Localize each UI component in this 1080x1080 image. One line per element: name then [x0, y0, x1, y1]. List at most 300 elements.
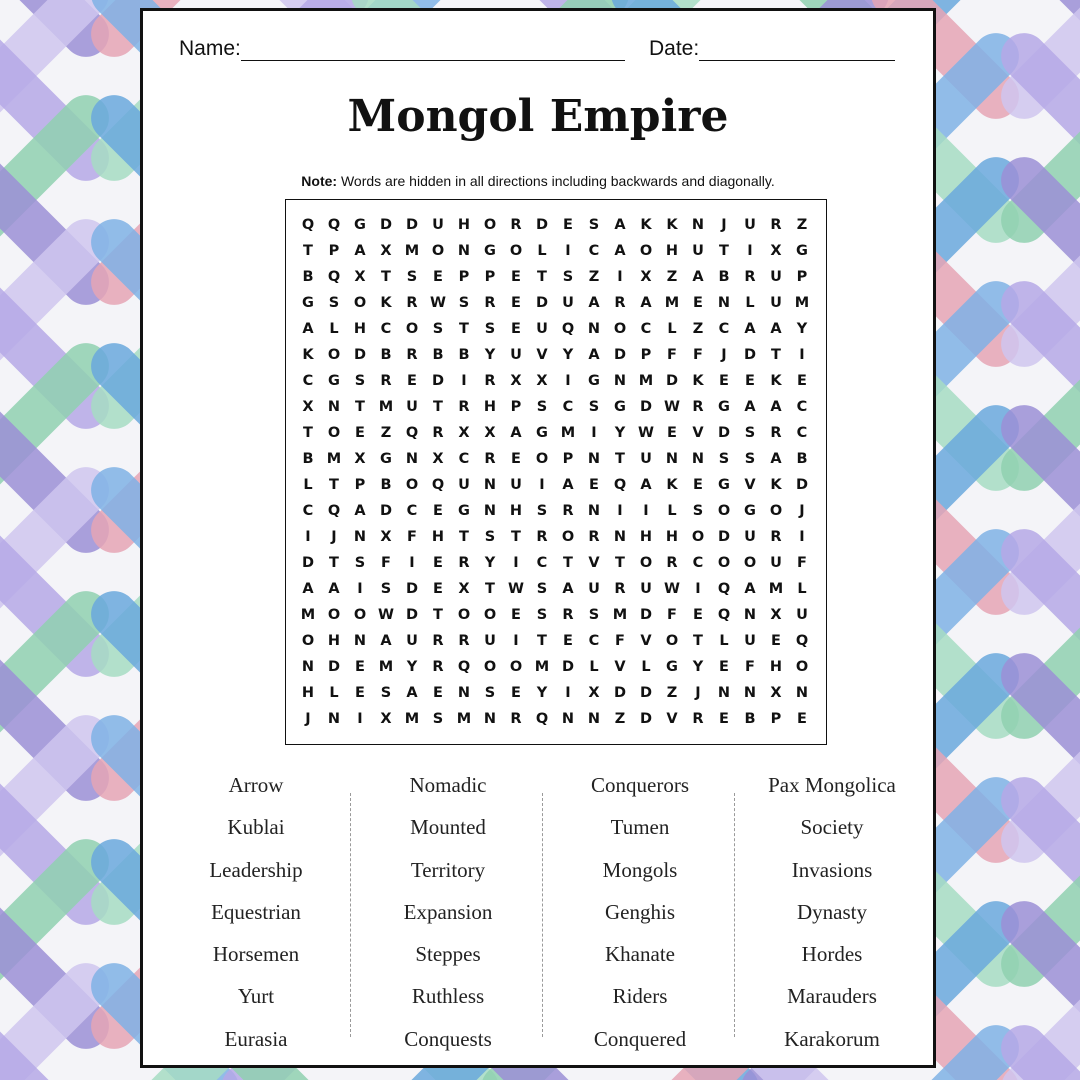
grid-letter[interactable]: E: [433, 503, 443, 519]
grid-letter[interactable]: E: [719, 711, 729, 727]
grid-letter[interactable]: R: [432, 633, 444, 649]
grid-letter[interactable]: M: [456, 711, 472, 727]
grid-letter[interactable]: I: [617, 503, 623, 519]
grid-letter[interactable]: M: [326, 451, 342, 467]
grid-letter[interactable]: O: [795, 659, 809, 675]
grid-letter[interactable]: D: [535, 217, 549, 233]
grid-letter[interactable]: B: [380, 347, 392, 363]
grid-letter[interactable]: D: [327, 659, 341, 675]
grid-letter[interactable]: U: [588, 581, 600, 597]
grid-letter[interactable]: R: [484, 451, 496, 467]
grid-letter[interactable]: E: [693, 295, 703, 311]
grid-letter[interactable]: O: [535, 451, 549, 467]
grid-letter[interactable]: N: [457, 243, 471, 259]
grid-letter[interactable]: O: [353, 607, 367, 623]
grid-letter[interactable]: Y: [484, 555, 496, 571]
grid-letter[interactable]: A: [354, 503, 366, 519]
grid-letter[interactable]: K: [380, 295, 392, 311]
grid-letter[interactable]: B: [718, 269, 730, 285]
grid-letter[interactable]: X: [458, 425, 470, 441]
grid-letter[interactable]: F: [693, 347, 703, 363]
grid-letter[interactable]: F: [407, 529, 417, 545]
grid-letter[interactable]: I: [799, 529, 805, 545]
grid-letter[interactable]: O: [613, 321, 627, 337]
grid-letter[interactable]: G: [458, 503, 470, 519]
grid-letter[interactable]: G: [744, 503, 756, 519]
grid-letter[interactable]: M: [768, 581, 784, 597]
grid-letter[interactable]: X: [354, 269, 366, 285]
grid-letter[interactable]: R: [536, 529, 548, 545]
grid-letter[interactable]: N: [405, 451, 419, 467]
grid-letter[interactable]: A: [406, 685, 418, 701]
grid-letter[interactable]: N: [613, 373, 627, 389]
grid-letter[interactable]: H: [431, 529, 445, 545]
grid-letter[interactable]: T: [459, 529, 469, 545]
grid-letter[interactable]: Q: [535, 711, 549, 727]
grid-letter[interactable]: D: [639, 607, 653, 623]
grid-letter[interactable]: A: [614, 243, 626, 259]
grid-letter[interactable]: P: [354, 477, 366, 493]
grid-letter[interactable]: D: [665, 373, 679, 389]
grid-letter[interactable]: R: [666, 555, 678, 571]
grid-letter[interactable]: R: [484, 295, 496, 311]
grid-letter[interactable]: R: [692, 711, 704, 727]
grid-letter[interactable]: R: [510, 217, 522, 233]
grid-letter[interactable]: E: [433, 269, 443, 285]
grid-letter[interactable]: R: [484, 373, 496, 389]
grid-letter[interactable]: I: [357, 711, 363, 727]
grid-letter[interactable]: C: [536, 555, 548, 571]
grid-letter[interactable]: J: [695, 685, 701, 701]
grid-letter[interactable]: U: [770, 269, 782, 285]
grid-letter[interactable]: P: [770, 711, 782, 727]
grid-letter[interactable]: A: [770, 451, 782, 467]
grid-letter[interactable]: O: [743, 555, 757, 571]
grid-letter[interactable]: G: [614, 399, 626, 415]
grid-letter[interactable]: Q: [717, 607, 731, 623]
grid-letter[interactable]: H: [457, 217, 471, 233]
grid-letter[interactable]: D: [717, 425, 731, 441]
grid-letter[interactable]: B: [432, 347, 444, 363]
grid-letter[interactable]: H: [665, 529, 679, 545]
grid-letter[interactable]: E: [693, 477, 703, 493]
grid-letter[interactable]: B: [458, 347, 470, 363]
grid-letter[interactable]: S: [744, 425, 756, 441]
grid-letter[interactable]: A: [562, 477, 574, 493]
grid-letter[interactable]: R: [380, 373, 392, 389]
grid-letter[interactable]: O: [769, 503, 783, 519]
grid-letter[interactable]: I: [799, 347, 805, 363]
grid-letter[interactable]: O: [431, 243, 445, 259]
grid-letter[interactable]: I: [461, 373, 467, 389]
grid-letter[interactable]: U: [562, 295, 574, 311]
grid-letter[interactable]: O: [405, 477, 419, 493]
grid-letter[interactable]: P: [640, 347, 652, 363]
grid-letter[interactable]: R: [744, 269, 756, 285]
grid-letter[interactable]: T: [537, 269, 547, 285]
grid-letter[interactable]: M: [378, 399, 394, 415]
grid-letter[interactable]: S: [380, 581, 392, 597]
grid-letter[interactable]: H: [665, 243, 679, 259]
name-field[interactable]: [179, 37, 625, 61]
grid-letter[interactable]: N: [587, 711, 601, 727]
grid-letter[interactable]: R: [458, 633, 470, 649]
grid-letter[interactable]: T: [433, 399, 443, 415]
grid-letter[interactable]: I: [591, 425, 597, 441]
grid-letter[interactable]: U: [484, 633, 496, 649]
grid-letter[interactable]: E: [563, 217, 573, 233]
grid-letter[interactable]: F: [745, 659, 755, 675]
grid-letter[interactable]: S: [588, 217, 600, 233]
grid-letter[interactable]: Y: [796, 321, 808, 337]
grid-letter[interactable]: M: [300, 607, 316, 623]
grid-letter[interactable]: O: [483, 607, 497, 623]
grid-letter[interactable]: O: [405, 321, 419, 337]
grid-letter[interactable]: O: [327, 347, 341, 363]
grid-letter[interactable]: Q: [613, 477, 627, 493]
grid-letter[interactable]: A: [614, 217, 626, 233]
grid-letter[interactable]: U: [536, 321, 548, 337]
date-field[interactable]: [649, 37, 895, 61]
grid-letter[interactable]: X: [380, 243, 392, 259]
grid-letter[interactable]: Q: [327, 503, 341, 519]
grid-letter[interactable]: S: [328, 295, 340, 311]
grid-letter[interactable]: X: [302, 399, 314, 415]
grid-letter[interactable]: O: [691, 529, 705, 545]
grid-letter[interactable]: B: [302, 451, 314, 467]
grid-letter[interactable]: A: [744, 399, 756, 415]
grid-letter[interactable]: R: [406, 347, 418, 363]
grid-letter[interactable]: D: [561, 659, 575, 675]
grid-letter[interactable]: B: [744, 711, 756, 727]
grid-letter[interactable]: D: [379, 217, 393, 233]
grid-letter[interactable]: O: [639, 555, 653, 571]
grid-letter[interactable]: I: [357, 581, 363, 597]
grid-letter[interactable]: L: [745, 295, 755, 311]
grid-letter[interactable]: S: [536, 503, 548, 519]
grid-letter[interactable]: N: [665, 451, 679, 467]
grid-letter[interactable]: S: [536, 581, 548, 597]
grid-letter[interactable]: Z: [666, 685, 678, 701]
grid-letter[interactable]: T: [537, 633, 547, 649]
grid-letter[interactable]: E: [693, 607, 703, 623]
grid-letter[interactable]: I: [617, 269, 623, 285]
grid-letter[interactable]: F: [667, 347, 677, 363]
grid-letter[interactable]: S: [718, 451, 730, 467]
grid-letter[interactable]: V: [666, 711, 678, 727]
grid-letter[interactable]: D: [379, 503, 393, 519]
grid-letter[interactable]: J: [799, 503, 805, 519]
grid-letter[interactable]: E: [407, 373, 417, 389]
grid-letter[interactable]: O: [509, 243, 523, 259]
grid-letter[interactable]: A: [328, 581, 340, 597]
grid-letter[interactable]: T: [329, 555, 339, 571]
grid-letter[interactable]: U: [510, 347, 522, 363]
grid-letter[interactable]: R: [770, 217, 782, 233]
grid-letter[interactable]: I: [643, 503, 649, 519]
grid-letter[interactable]: J: [331, 529, 337, 545]
grid-letter[interactable]: S: [432, 711, 444, 727]
grid-letter[interactable]: H: [353, 321, 367, 337]
grid-letter[interactable]: R: [770, 529, 782, 545]
grid-letter[interactable]: H: [769, 659, 783, 675]
grid-letter[interactable]: P: [796, 269, 808, 285]
grid-letter[interactable]: U: [692, 243, 704, 259]
grid-letter[interactable]: E: [563, 633, 573, 649]
grid-letter[interactable]: X: [380, 711, 392, 727]
grid-letter[interactable]: V: [588, 555, 600, 571]
grid-letter[interactable]: Q: [561, 321, 575, 337]
grid-letter[interactable]: A: [302, 581, 314, 597]
grid-letter[interactable]: K: [640, 217, 652, 233]
grid-letter[interactable]: D: [613, 685, 627, 701]
grid-letter[interactable]: A: [744, 581, 756, 597]
grid-letter[interactable]: E: [745, 373, 755, 389]
grid-letter[interactable]: N: [483, 503, 497, 519]
grid-letter[interactable]: E: [355, 425, 365, 441]
grid-letter[interactable]: X: [770, 243, 782, 259]
grid-letter[interactable]: U: [406, 633, 418, 649]
grid-letter[interactable]: A: [588, 347, 600, 363]
grid-letter[interactable]: I: [747, 243, 753, 259]
grid-letter[interactable]: D: [405, 581, 419, 597]
grid-letter[interactable]: A: [692, 269, 704, 285]
grid-letter[interactable]: U: [744, 633, 756, 649]
grid-letter[interactable]: C: [458, 451, 470, 467]
grid-letter[interactable]: E: [511, 321, 521, 337]
grid-letter[interactable]: M: [404, 711, 420, 727]
grid-letter[interactable]: M: [378, 659, 394, 675]
grid-letter[interactable]: Q: [457, 659, 471, 675]
grid-letter[interactable]: X: [770, 685, 782, 701]
grid-letter[interactable]: E: [797, 711, 807, 727]
grid-letter[interactable]: P: [510, 399, 522, 415]
grid-letter[interactable]: D: [795, 477, 809, 493]
grid-letter[interactable]: F: [615, 633, 625, 649]
grid-letter[interactable]: Y: [406, 659, 418, 675]
grid-letter[interactable]: U: [796, 607, 808, 623]
grid-letter[interactable]: U: [770, 295, 782, 311]
grid-letter[interactable]: A: [770, 399, 782, 415]
grid-letter[interactable]: A: [640, 295, 652, 311]
grid-letter[interactable]: O: [301, 633, 315, 649]
grid-letter[interactable]: J: [721, 217, 727, 233]
grid-letter[interactable]: A: [510, 425, 522, 441]
grid-letter[interactable]: E: [355, 685, 365, 701]
grid-letter[interactable]: U: [640, 451, 652, 467]
grid-letter[interactable]: N: [587, 321, 601, 337]
grid-letter[interactable]: R: [562, 607, 574, 623]
grid-letter[interactable]: X: [432, 451, 444, 467]
grid-letter[interactable]: O: [665, 633, 679, 649]
grid-letter[interactable]: C: [406, 503, 418, 519]
grid-letter[interactable]: S: [484, 529, 496, 545]
grid-letter[interactable]: S: [432, 321, 444, 337]
grid-letter[interactable]: L: [589, 659, 599, 675]
grid-letter[interactable]: K: [692, 373, 704, 389]
grid-letter[interactable]: C: [562, 399, 574, 415]
grid-letter[interactable]: L: [329, 321, 339, 337]
grid-letter[interactable]: Q: [327, 269, 341, 285]
grid-letter[interactable]: V: [692, 425, 704, 441]
grid-letter[interactable]: D: [613, 347, 627, 363]
grid-letter[interactable]: O: [353, 295, 367, 311]
grid-letter[interactable]: A: [744, 321, 756, 337]
grid-letter[interactable]: U: [406, 399, 418, 415]
grid-letter[interactable]: S: [588, 399, 600, 415]
grid-letter[interactable]: W: [508, 581, 524, 597]
grid-letter[interactable]: B: [380, 477, 392, 493]
grid-letter[interactable]: A: [380, 633, 392, 649]
grid-letter[interactable]: S: [744, 451, 756, 467]
grid-letter[interactable]: N: [561, 711, 575, 727]
grid-letter[interactable]: C: [796, 425, 808, 441]
grid-letter[interactable]: X: [380, 529, 392, 545]
grid-letter[interactable]: M: [560, 425, 576, 441]
grid-letter[interactable]: E: [511, 685, 521, 701]
grid-letter[interactable]: L: [329, 685, 339, 701]
grid-letter[interactable]: L: [537, 243, 547, 259]
grid-letter[interactable]: U: [744, 529, 756, 545]
grid-letter[interactable]: Z: [588, 269, 600, 285]
grid-letter[interactable]: W: [664, 399, 680, 415]
grid-letter[interactable]: N: [743, 685, 757, 701]
grid-letter[interactable]: E: [797, 373, 807, 389]
grid-letter[interactable]: K: [770, 477, 782, 493]
grid-letter[interactable]: A: [770, 321, 782, 337]
grid-letter[interactable]: M: [638, 373, 654, 389]
grid-letter[interactable]: Y: [562, 347, 574, 363]
grid-letter[interactable]: Z: [692, 321, 704, 337]
grid-letter[interactable]: B: [796, 451, 808, 467]
grid-letter[interactable]: R: [770, 425, 782, 441]
grid-letter[interactable]: N: [353, 529, 367, 545]
grid-letter[interactable]: G: [484, 243, 496, 259]
grid-letter[interactable]: R: [432, 425, 444, 441]
grid-letter[interactable]: T: [563, 555, 573, 571]
grid-letter[interactable]: O: [457, 607, 471, 623]
grid-letter[interactable]: Q: [717, 581, 731, 597]
grid-letter[interactable]: R: [458, 399, 470, 415]
grid-letter[interactable]: K: [770, 373, 782, 389]
grid-letter[interactable]: K: [302, 347, 314, 363]
grid-letter[interactable]: C: [588, 633, 600, 649]
grid-letter[interactable]: G: [718, 477, 730, 493]
grid-letter[interactable]: L: [303, 477, 313, 493]
grid-letter[interactable]: R: [458, 555, 470, 571]
grid-letter[interactable]: A: [354, 243, 366, 259]
grid-letter[interactable]: E: [511, 295, 521, 311]
grid-letter[interactable]: H: [327, 633, 341, 649]
grid-letter[interactable]: O: [717, 555, 731, 571]
grid-letter[interactable]: N: [587, 451, 601, 467]
grid-letter[interactable]: E: [719, 659, 729, 675]
name-line[interactable]: [241, 40, 625, 61]
grid-letter[interactable]: K: [666, 477, 678, 493]
grid-letter[interactable]: A: [562, 581, 574, 597]
grid-letter[interactable]: G: [718, 399, 730, 415]
grid-letter[interactable]: Q: [795, 633, 809, 649]
grid-letter[interactable]: S: [484, 321, 496, 337]
grid-letter[interactable]: G: [536, 425, 548, 441]
grid-letter[interactable]: T: [771, 347, 781, 363]
grid-letter[interactable]: R: [588, 529, 600, 545]
grid-letter[interactable]: L: [719, 633, 729, 649]
grid-letter[interactable]: S: [692, 503, 704, 519]
grid-letter[interactable]: N: [301, 659, 315, 675]
grid-letter[interactable]: Q: [301, 217, 315, 233]
grid-letter[interactable]: F: [381, 555, 391, 571]
grid-letter[interactable]: N: [483, 477, 497, 493]
grid-letter[interactable]: A: [640, 477, 652, 493]
grid-letter[interactable]: Z: [380, 425, 392, 441]
grid-letter[interactable]: A: [588, 295, 600, 311]
grid-letter[interactable]: S: [354, 373, 366, 389]
grid-letter[interactable]: M: [534, 659, 550, 675]
date-line[interactable]: [699, 40, 895, 61]
grid-letter[interactable]: V: [536, 347, 548, 363]
grid-letter[interactable]: L: [641, 659, 651, 675]
grid-letter[interactable]: R: [614, 295, 626, 311]
grid-letter[interactable]: T: [615, 451, 625, 467]
grid-letter[interactable]: C: [692, 555, 704, 571]
grid-letter[interactable]: T: [719, 243, 729, 259]
grid-letter[interactable]: H: [301, 685, 315, 701]
grid-letter[interactable]: D: [535, 295, 549, 311]
grid-letter[interactable]: D: [717, 529, 731, 545]
grid-letter[interactable]: G: [796, 243, 808, 259]
grid-letter[interactable]: E: [771, 633, 781, 649]
grid-letter[interactable]: T: [459, 321, 469, 337]
grid-letter[interactable]: T: [511, 529, 521, 545]
grid-letter[interactable]: M: [794, 295, 810, 311]
grid-letter[interactable]: R: [692, 399, 704, 415]
grid-letter[interactable]: M: [612, 607, 628, 623]
grid-letter[interactable]: I: [513, 555, 519, 571]
grid-letter[interactable]: I: [539, 477, 545, 493]
grid-letter[interactable]: G: [302, 295, 314, 311]
grid-letter[interactable]: Y: [614, 425, 626, 441]
grid-letter[interactable]: N: [327, 711, 341, 727]
grid-letter[interactable]: R: [406, 295, 418, 311]
grid-letter[interactable]: S: [562, 269, 574, 285]
grid-letter[interactable]: D: [405, 217, 419, 233]
grid-letter[interactable]: G: [354, 217, 366, 233]
grid-letter[interactable]: V: [640, 633, 652, 649]
grid-letter[interactable]: Q: [431, 477, 445, 493]
grid-letter[interactable]: U: [770, 555, 782, 571]
grid-letter[interactable]: J: [721, 347, 727, 363]
grid-letter[interactable]: D: [353, 347, 367, 363]
grid-letter[interactable]: R: [614, 581, 626, 597]
grid-letter[interactable]: E: [433, 685, 443, 701]
grid-letter[interactable]: F: [667, 607, 677, 623]
grid-letter[interactable]: L: [667, 321, 677, 337]
grid-letter[interactable]: D: [639, 711, 653, 727]
grid-letter[interactable]: D: [639, 685, 653, 701]
grid-letter[interactable]: Y: [536, 685, 548, 701]
grid-letter[interactable]: X: [354, 451, 366, 467]
grid-letter[interactable]: E: [433, 581, 443, 597]
grid-letter[interactable]: I: [305, 529, 311, 545]
grid-letter[interactable]: P: [562, 451, 574, 467]
grid-letter[interactable]: N: [483, 711, 497, 727]
grid-letter[interactable]: S: [536, 607, 548, 623]
grid-letter[interactable]: X: [770, 607, 782, 623]
grid-letter[interactable]: C: [588, 243, 600, 259]
grid-letter[interactable]: N: [613, 529, 627, 545]
grid-letter[interactable]: O: [483, 659, 497, 675]
